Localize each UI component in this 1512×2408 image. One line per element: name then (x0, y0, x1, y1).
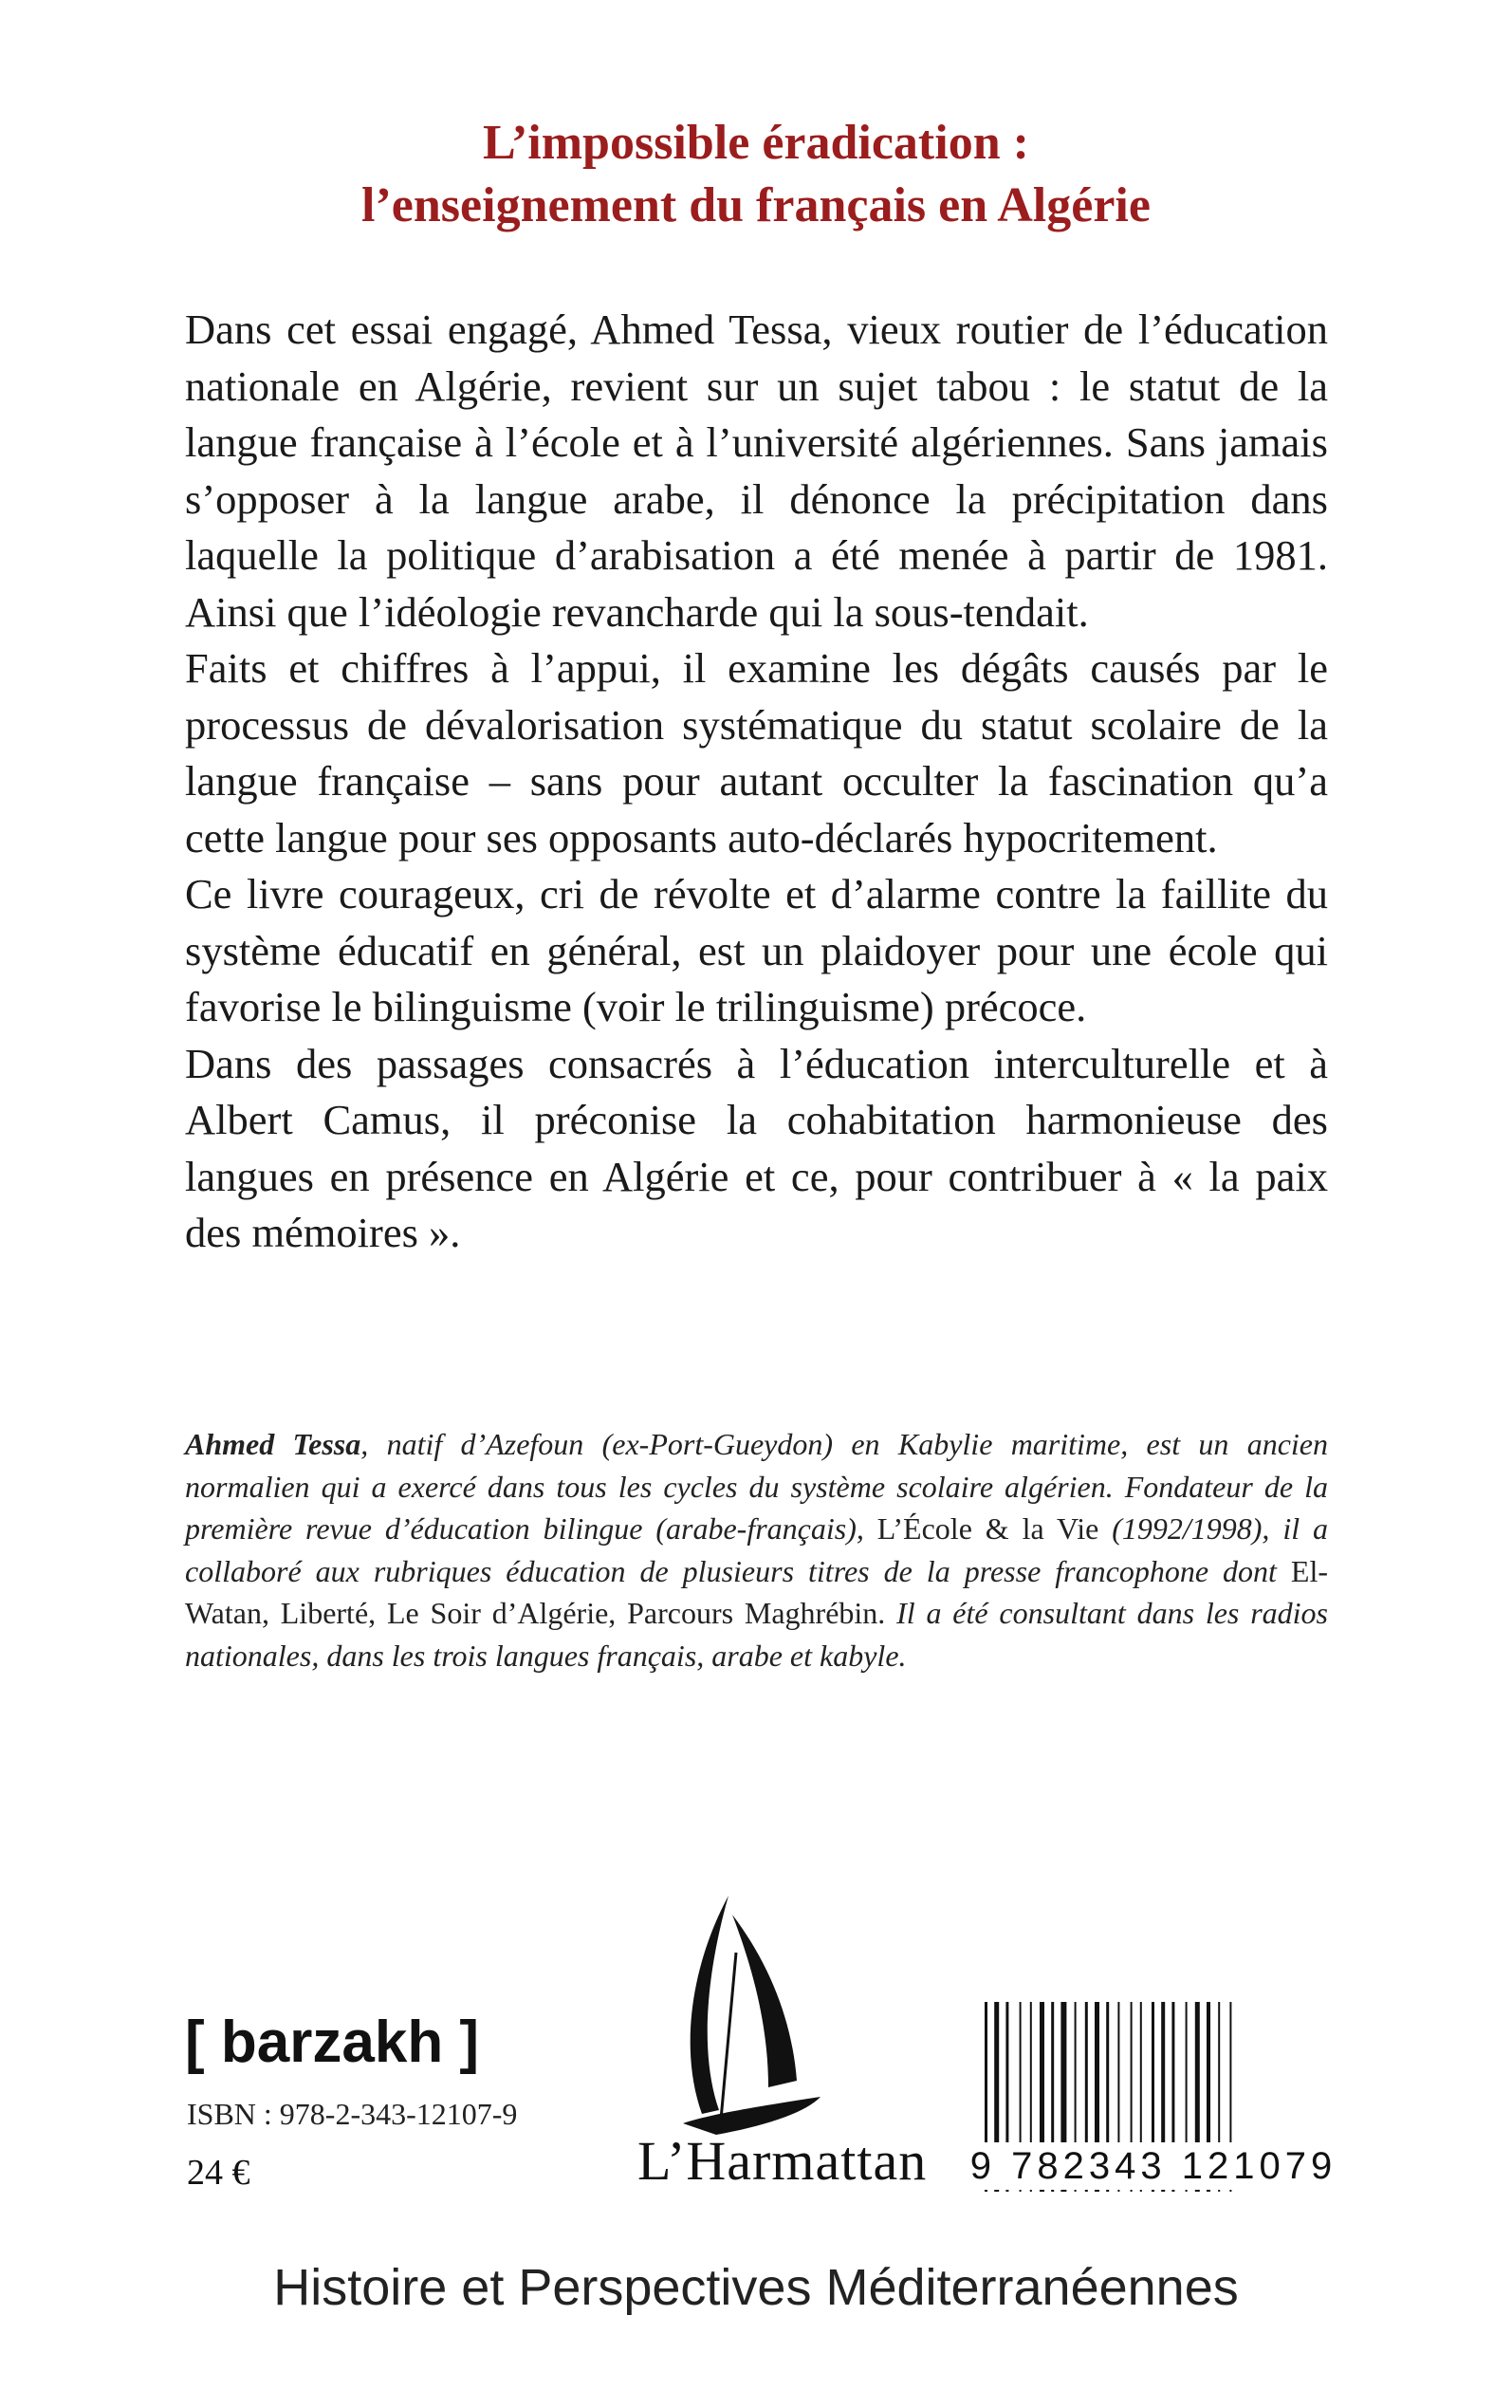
series-name: Histoire et Perspectives Méditerranéennes (273, 2259, 1239, 2316)
title-line-2: l’enseignement du français en Algérie (361, 178, 1151, 232)
author-bio (185, 1423, 1328, 1676)
blurb-paragraph: Ce livre courageux, cri de révolte et d’alarme contre la faillite du système éducatif en général, est un plaidoyer pour une école qui favorise le bilinguisme (voir le trilinguisme) précoce. (185, 870, 1328, 1030)
bio-journal: L’École & la Vie (876, 1511, 1099, 1546)
barcode-number: 9 782343 121079 (968, 2142, 1339, 2190)
bio-newspapers: El-Watan, Liberté, Le Soir d’Algérie, Parcours Maghrébin. (185, 1553, 1328, 1630)
title-line-1: L’impossible éradication : (483, 116, 1029, 170)
bio-text: , natif d’Azefoun (ex-Port-Gueydon) en Kabylie maritime, est un ancien normalien qui a exercé dans tous les cycles du système scolaire algérien. Fondateur de la première revue d’éducation bilingue (arabe-français), (185, 1427, 1329, 1546)
blurb-paragraph: Dans cet essai engagé, Ahmed Tessa, vieux routier de l’éducation nationale en Algérie, revient sur un sujet tabou : le statut de la langue française à l’école et à l’université algériennes. Sans jamais s’opposer à la langue arabe, il dénonce la précipitation dans laquelle la politique d’arabisation a été menée à partir de 1981. Ainsi que l’idéologie revancharde qui la sous-tendait. (185, 306, 1328, 636)
bio-text: Il a été consultant dans les radios nationales, dans les trois langues français, arabe et kabyle. (185, 1596, 1329, 1673)
barzakh-logo: [ barzakh ] (185, 2010, 480, 2075)
harmattan-logo: L’Harmattan (637, 2130, 928, 2192)
price: 24 € (187, 2153, 250, 2193)
blurb-paragraph: Faits et chiffres à l’appui, il examine les dégâts causés par le processus de dévalorisation systématique du statut scolaire de la langue française – sans pour autant occulter la fascination qu’a cette langue pour ses opposants auto-déclarés hypocritement. (185, 644, 1328, 861)
blurb (185, 302, 1328, 1262)
blurb-paragraph: Dans des passages consacrés à l’éducation interculturelle et à Albert Camus, il préconise la cohabitation harmonieuse des langues en présence en Algérie et ce, pour contribuer à « la paix des mémoires ». (185, 1039, 1328, 1256)
isbn: ISBN : 978-2-343-12107-9 (187, 2097, 518, 2131)
author-name: Ahmed Tessa (185, 1427, 361, 1461)
book-title (0, 112, 1512, 237)
bio-text: (1992/1998), il a collaboré aux rubriques éducation de plusieurs titres de la presse francophone dont (185, 1511, 1328, 1588)
